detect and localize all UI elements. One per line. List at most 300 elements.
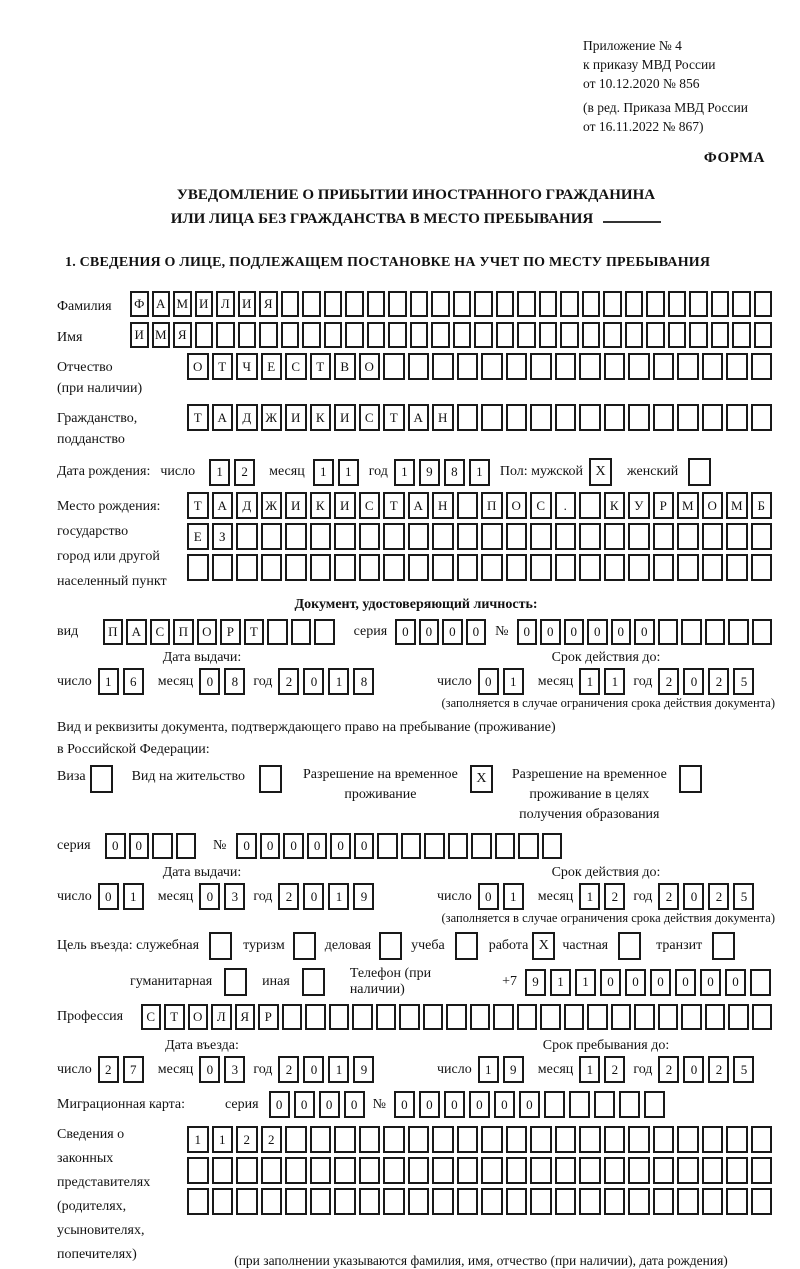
mc-series-cell[interactable]: 0 (269, 1091, 290, 1118)
mc-series-cell[interactable]: 0 (294, 1091, 315, 1118)
male-checkbox[interactable]: X (589, 458, 612, 486)
representative-cell[interactable] (481, 1157, 503, 1184)
patronymic-cell[interactable] (677, 353, 699, 380)
birthplace-cell[interactable] (236, 554, 258, 581)
profession-cell[interactable]: О (188, 1004, 209, 1030)
doc-series-cell[interactable]: 0 (466, 619, 487, 645)
profession-cell[interactable] (752, 1004, 773, 1030)
doc-series-cell[interactable]: 0 (395, 619, 416, 645)
citizenship-cell[interactable]: А (212, 404, 234, 431)
birthplace-cell[interactable]: М (726, 492, 748, 519)
representative-cell[interactable] (726, 1157, 748, 1184)
doc-number-cell[interactable] (658, 619, 679, 645)
representative-cell[interactable] (310, 1188, 332, 1215)
permit-issue-day-cell[interactable]: 1 (123, 883, 144, 910)
stay-month-cell[interactable]: 2 (604, 1056, 625, 1083)
surname-cell[interactable] (711, 291, 730, 317)
doc-type-cell[interactable]: П (173, 619, 194, 645)
patronymic-cell[interactable] (702, 353, 724, 380)
birthplace-cell[interactable] (702, 523, 724, 550)
patronymic-cell[interactable] (408, 353, 430, 380)
birthplace-cell[interactable] (383, 554, 405, 581)
surname-cell[interactable]: И (238, 291, 257, 317)
citizenship-cell[interactable] (579, 404, 601, 431)
birthplace-cell[interactable]: Д (236, 492, 258, 519)
citizenship-cell[interactable]: Т (187, 404, 209, 431)
doc-valid-month-cell[interactable]: 1 (604, 668, 625, 695)
doc-type-cell[interactable]: А (126, 619, 147, 645)
phone-cell[interactable] (750, 969, 771, 996)
patronymic-cell[interactable]: Т (310, 353, 332, 380)
surname-cell[interactable] (302, 291, 321, 317)
birthplace-cell[interactable] (261, 523, 283, 550)
representative-cell[interactable] (285, 1157, 307, 1184)
birthplace-cell[interactable]: Б (751, 492, 773, 519)
representative-cell[interactable] (383, 1126, 405, 1153)
stay-month-cell[interactable]: 1 (579, 1056, 600, 1083)
birthplace-cell[interactable] (432, 554, 454, 581)
profession-cell[interactable] (282, 1004, 303, 1030)
birthplace-cell[interactable]: И (334, 492, 356, 519)
permit-valid-year-cell[interactable]: 5 (733, 883, 754, 910)
representative-cell[interactable] (432, 1188, 454, 1215)
birthplace-cell[interactable] (677, 554, 699, 581)
patronymic-cell[interactable]: О (359, 353, 381, 380)
name-cell[interactable] (517, 322, 536, 348)
doc-number-cell[interactable]: 0 (540, 619, 561, 645)
permit-number-cell[interactable]: 0 (307, 833, 328, 859)
entry-month-cell[interactable]: 0 (199, 1056, 220, 1083)
mc-number-cell[interactable]: 0 (469, 1091, 490, 1118)
representative-cell[interactable] (604, 1126, 626, 1153)
profession-cell[interactable] (634, 1004, 655, 1030)
permit-number-cell[interactable] (377, 833, 398, 859)
entry-year-cell[interactable]: 0 (303, 1056, 324, 1083)
birthplace-cell[interactable] (653, 554, 675, 581)
birthplace-cell[interactable] (408, 523, 430, 550)
profession-cell[interactable] (305, 1004, 326, 1030)
representative-cell[interactable] (604, 1157, 626, 1184)
name-cell[interactable] (238, 322, 257, 348)
residence-permit-checkbox[interactable] (259, 765, 282, 793)
profession-cell[interactable] (587, 1004, 608, 1030)
patronymic-cell[interactable] (457, 353, 479, 380)
profession-cell[interactable] (540, 1004, 561, 1030)
representative-cell[interactable] (359, 1157, 381, 1184)
citizenship-cell[interactable]: И (334, 404, 356, 431)
entry-year-cell[interactable]: 1 (328, 1056, 349, 1083)
representative-cell[interactable] (506, 1157, 528, 1184)
name-cell[interactable] (302, 322, 321, 348)
stay-day-cell[interactable]: 9 (503, 1056, 524, 1083)
phone-cell[interactable]: 0 (625, 969, 646, 996)
birthplace-cell[interactable] (359, 523, 381, 550)
name-cell[interactable] (410, 322, 429, 348)
surname-cell[interactable]: Ф (130, 291, 149, 317)
representative-cell[interactable] (457, 1157, 479, 1184)
representative-cell[interactable] (555, 1126, 577, 1153)
surname-cell[interactable]: И (195, 291, 214, 317)
birthplace-cell[interactable]: П (481, 492, 503, 519)
birthplace-cell[interactable] (506, 523, 528, 550)
representative-cell[interactable] (432, 1157, 454, 1184)
birthplace-cell[interactable]: М (677, 492, 699, 519)
phone-cell[interactable]: 9 (525, 969, 546, 996)
birthplace-cell[interactable]: О (702, 492, 724, 519)
permit-number-cell[interactable]: 0 (260, 833, 281, 859)
patronymic-cell[interactable] (604, 353, 626, 380)
representative-cell[interactable] (481, 1188, 503, 1215)
representative-cell[interactable] (653, 1157, 675, 1184)
representative-cell[interactable] (677, 1157, 699, 1184)
birthplace-cell[interactable] (359, 554, 381, 581)
representative-cell[interactable] (653, 1188, 675, 1215)
birthplace-cell[interactable]: С (359, 492, 381, 519)
phone-cell[interactable]: 0 (700, 969, 721, 996)
name-cell[interactable] (732, 322, 751, 348)
representative-cell[interactable] (751, 1126, 773, 1153)
birthplace-cell[interactable]: А (408, 492, 430, 519)
surname-cell[interactable] (324, 291, 343, 317)
representative-cell[interactable] (481, 1126, 503, 1153)
permit-valid-year-cell[interactable]: 2 (708, 883, 729, 910)
doc-type-cell[interactable]: С (150, 619, 171, 645)
doc-number-cell[interactable]: 0 (564, 619, 585, 645)
patronymic-cell[interactable]: Т (212, 353, 234, 380)
profession-cell[interactable] (493, 1004, 514, 1030)
representative-cell[interactable] (285, 1126, 307, 1153)
profession-cell[interactable] (681, 1004, 702, 1030)
name-cell[interactable] (560, 322, 579, 348)
citizenship-cell[interactable] (530, 404, 552, 431)
name-cell[interactable] (388, 322, 407, 348)
doc-number-cell[interactable] (752, 619, 773, 645)
name-cell[interactable]: И (130, 322, 149, 348)
name-cell[interactable]: М (152, 322, 171, 348)
birthplace-cell[interactable] (579, 554, 601, 581)
name-cell[interactable] (625, 322, 644, 348)
name-cell[interactable] (711, 322, 730, 348)
representative-cell[interactable] (628, 1157, 650, 1184)
name-cell[interactable] (582, 322, 601, 348)
representative-cell[interactable] (579, 1188, 601, 1215)
doc-valid-month-cell[interactable]: 1 (579, 668, 600, 695)
citizenship-cell[interactable]: Т (383, 404, 405, 431)
private-checkbox[interactable] (618, 932, 641, 960)
birthplace-cell[interactable] (432, 523, 454, 550)
patronymic-cell[interactable]: Ч (236, 353, 258, 380)
representative-cell[interactable] (310, 1157, 332, 1184)
tourism-checkbox[interactable] (293, 932, 316, 960)
official-checkbox[interactable] (209, 932, 232, 960)
permit-number-cell[interactable] (495, 833, 516, 859)
representative-cell[interactable] (555, 1157, 577, 1184)
permit-series-cell[interactable] (176, 833, 197, 859)
doc-number-cell[interactable]: 0 (517, 619, 538, 645)
birthplace-cell[interactable] (187, 554, 209, 581)
permit-valid-month-cell[interactable]: 2 (604, 883, 625, 910)
name-cell[interactable] (345, 322, 364, 348)
representative-cell[interactable] (310, 1126, 332, 1153)
representative-cell[interactable] (408, 1188, 430, 1215)
representative-cell[interactable] (751, 1188, 773, 1215)
birthplace-cell[interactable] (702, 554, 724, 581)
permit-issue-day-cell[interactable]: 0 (98, 883, 119, 910)
birthplace-cell[interactable]: К (310, 492, 332, 519)
name-cell[interactable] (603, 322, 622, 348)
permit-series-cell[interactable] (152, 833, 173, 859)
birthplace-cell[interactable]: Т (187, 492, 209, 519)
citizenship-cell[interactable] (555, 404, 577, 431)
representative-cell[interactable] (677, 1126, 699, 1153)
representative-cell[interactable]: 1 (187, 1126, 209, 1153)
representative-cell[interactable] (506, 1188, 528, 1215)
doc-type-cell[interactable] (291, 619, 312, 645)
birthplace-cell[interactable] (408, 554, 430, 581)
birthplace-cell[interactable] (726, 554, 748, 581)
profession-cell[interactable] (564, 1004, 585, 1030)
phone-cell[interactable]: 0 (650, 969, 671, 996)
patronymic-cell[interactable] (579, 353, 601, 380)
doc-type-cell[interactable]: Р (220, 619, 241, 645)
name-cell[interactable] (646, 322, 665, 348)
surname-cell[interactable] (603, 291, 622, 317)
permit-valid-year-cell[interactable]: 2 (658, 883, 679, 910)
citizenship-cell[interactable]: А (408, 404, 430, 431)
surname-cell[interactable] (517, 291, 536, 317)
representative-cell[interactable] (530, 1157, 552, 1184)
surname-cell[interactable] (367, 291, 386, 317)
representative-cell[interactable] (726, 1188, 748, 1215)
birthplace-cell[interactable]: Ж (261, 492, 283, 519)
birthplace-cell[interactable] (604, 523, 626, 550)
birth-day-cell[interactable]: 2 (234, 459, 255, 486)
permit-issue-year-cell[interactable]: 0 (303, 883, 324, 910)
profession-cell[interactable] (446, 1004, 467, 1030)
birthplace-cell[interactable]: А (212, 492, 234, 519)
profession-cell[interactable] (517, 1004, 538, 1030)
name-cell[interactable] (324, 322, 343, 348)
surname-cell[interactable] (560, 291, 579, 317)
representative-cell[interactable] (751, 1157, 773, 1184)
citizenship-cell[interactable] (628, 404, 650, 431)
female-checkbox[interactable] (688, 458, 711, 486)
representative-cell[interactable] (334, 1126, 356, 1153)
birth-month-cell[interactable]: 1 (338, 459, 359, 486)
representative-cell[interactable] (457, 1126, 479, 1153)
representative-cell[interactable] (604, 1188, 626, 1215)
permit-number-cell[interactable] (542, 833, 563, 859)
name-cell[interactable] (539, 322, 558, 348)
name-cell[interactable] (367, 322, 386, 348)
permit-valid-month-cell[interactable]: 1 (579, 883, 600, 910)
doc-number-cell[interactable] (705, 619, 726, 645)
representative-cell[interactable] (628, 1188, 650, 1215)
birthplace-cell[interactable] (751, 554, 773, 581)
birthplace-cell[interactable]: У (628, 492, 650, 519)
doc-type-cell[interactable]: О (197, 619, 218, 645)
name-cell[interactable] (668, 322, 687, 348)
surname-cell[interactable] (754, 291, 773, 317)
permit-valid-day-cell[interactable]: 0 (478, 883, 499, 910)
permit-valid-day-cell[interactable]: 1 (503, 883, 524, 910)
doc-number-cell[interactable]: 0 (611, 619, 632, 645)
surname-cell[interactable] (646, 291, 665, 317)
name-cell[interactable] (453, 322, 472, 348)
representative-cell[interactable] (236, 1157, 258, 1184)
entry-year-cell[interactable]: 2 (278, 1056, 299, 1083)
representative-cell[interactable] (359, 1126, 381, 1153)
name-cell[interactable] (474, 322, 493, 348)
representative-cell[interactable] (261, 1157, 283, 1184)
representative-cell[interactable] (726, 1126, 748, 1153)
entry-year-cell[interactable]: 9 (353, 1056, 374, 1083)
representative-cell[interactable]: 2 (236, 1126, 258, 1153)
birthplace-cell[interactable] (481, 554, 503, 581)
birthplace-cell[interactable]: Т (383, 492, 405, 519)
permit-number-cell[interactable]: 0 (354, 833, 375, 859)
mc-number-cell[interactable] (619, 1091, 640, 1118)
birthplace-cell[interactable] (677, 523, 699, 550)
doc-type-cell[interactable]: П (103, 619, 124, 645)
permit-series-cell[interactable]: 0 (105, 833, 126, 859)
representative-cell[interactable] (408, 1157, 430, 1184)
doc-series-cell[interactable]: 0 (419, 619, 440, 645)
profession-cell[interactable] (705, 1004, 726, 1030)
surname-cell[interactable] (474, 291, 493, 317)
doc-type-cell[interactable] (314, 619, 335, 645)
entry-month-cell[interactable]: 3 (224, 1056, 245, 1083)
profession-cell[interactable] (329, 1004, 350, 1030)
entry-day-cell[interactable]: 2 (98, 1056, 119, 1083)
birthplace-cell[interactable] (285, 554, 307, 581)
name-cell[interactable] (195, 322, 214, 348)
mc-number-cell[interactable]: 0 (394, 1091, 415, 1118)
representative-cell[interactable] (555, 1188, 577, 1215)
representative-cell[interactable]: 2 (261, 1126, 283, 1153)
birthplace-cell[interactable] (579, 523, 601, 550)
representative-cell[interactable] (702, 1126, 724, 1153)
representative-cell[interactable] (702, 1157, 724, 1184)
patronymic-cell[interactable]: С (285, 353, 307, 380)
mc-number-cell[interactable] (594, 1091, 615, 1118)
representative-cell[interactable] (383, 1188, 405, 1215)
phone-cell[interactable]: 0 (725, 969, 746, 996)
patronymic-cell[interactable] (506, 353, 528, 380)
doc-valid-year-cell[interactable]: 2 (708, 668, 729, 695)
birthplace-cell[interactable] (457, 554, 479, 581)
profession-cell[interactable] (611, 1004, 632, 1030)
name-cell[interactable] (281, 322, 300, 348)
birthplace-cell[interactable] (555, 523, 577, 550)
permit-number-cell[interactable]: 0 (283, 833, 304, 859)
representative-cell[interactable] (457, 1188, 479, 1215)
permit-valid-year-cell[interactable]: 0 (683, 883, 704, 910)
birthplace-cell[interactable] (726, 523, 748, 550)
birth-year-cell[interactable]: 1 (394, 459, 415, 486)
birthplace-cell[interactable] (481, 523, 503, 550)
birth-year-cell[interactable]: 8 (444, 459, 465, 486)
representative-cell[interactable] (212, 1157, 234, 1184)
birthplace-cell[interactable] (457, 492, 479, 519)
stay-year-cell[interactable]: 0 (683, 1056, 704, 1083)
surname-cell[interactable] (668, 291, 687, 317)
citizenship-cell[interactable] (751, 404, 773, 431)
representative-cell[interactable] (383, 1157, 405, 1184)
surname-cell[interactable]: Я (259, 291, 278, 317)
birthplace-cell[interactable] (310, 523, 332, 550)
doc-number-cell[interactable]: 0 (587, 619, 608, 645)
birthplace-cell[interactable] (530, 523, 552, 550)
profession-cell[interactable]: Я (235, 1004, 256, 1030)
citizenship-cell[interactable]: С (359, 404, 381, 431)
birthplace-cell[interactable] (285, 523, 307, 550)
patronymic-cell[interactable] (432, 353, 454, 380)
profession-cell[interactable] (470, 1004, 491, 1030)
representative-cell[interactable] (530, 1188, 552, 1215)
mc-series-cell[interactable]: 0 (319, 1091, 340, 1118)
visa-checkbox[interactable] (90, 765, 113, 793)
birthplace-cell[interactable]: С (530, 492, 552, 519)
birth-month-cell[interactable]: 1 (313, 459, 334, 486)
stay-year-cell[interactable]: 5 (733, 1056, 754, 1083)
patronymic-cell[interactable]: В (334, 353, 356, 380)
phone-cell[interactable]: 0 (600, 969, 621, 996)
permit-issue-year-cell[interactable]: 9 (353, 883, 374, 910)
profession-cell[interactable]: Р (258, 1004, 279, 1030)
patronymic-cell[interactable] (383, 353, 405, 380)
study-checkbox[interactable] (455, 932, 478, 960)
doc-valid-day-cell[interactable]: 1 (503, 668, 524, 695)
profession-cell[interactable] (376, 1004, 397, 1030)
permit-number-cell[interactable] (471, 833, 492, 859)
mc-number-cell[interactable] (644, 1091, 665, 1118)
name-cell[interactable]: Я (173, 322, 192, 348)
mc-number-cell[interactable] (544, 1091, 565, 1118)
birthplace-cell[interactable] (212, 554, 234, 581)
doc-valid-year-cell[interactable]: 5 (733, 668, 754, 695)
entry-day-cell[interactable]: 7 (123, 1056, 144, 1083)
doc-series-cell[interactable]: 0 (442, 619, 463, 645)
representative-cell[interactable] (677, 1188, 699, 1215)
doc-issue-year-cell[interactable]: 0 (303, 668, 324, 695)
permit-issue-year-cell[interactable]: 1 (328, 883, 349, 910)
work-checkbox[interactable]: X (532, 932, 555, 960)
permit-number-cell[interactable]: 0 (236, 833, 257, 859)
birthplace-cell[interactable]: Е (187, 523, 209, 550)
profession-cell[interactable] (658, 1004, 679, 1030)
citizenship-cell[interactable] (726, 404, 748, 431)
transit-checkbox[interactable] (712, 932, 735, 960)
birthplace-cell[interactable] (506, 554, 528, 581)
patronymic-cell[interactable]: Е (261, 353, 283, 380)
surname-cell[interactable] (496, 291, 515, 317)
birthplace-cell[interactable]: З (212, 523, 234, 550)
permit-number-cell[interactable]: 0 (330, 833, 351, 859)
other-purpose-checkbox[interactable] (302, 968, 325, 996)
doc-valid-year-cell[interactable]: 2 (658, 668, 679, 695)
phone-cell[interactable]: 1 (575, 969, 596, 996)
stay-day-cell[interactable]: 1 (478, 1056, 499, 1083)
mc-number-cell[interactable] (569, 1091, 590, 1118)
permit-number-cell[interactable] (424, 833, 445, 859)
name-cell[interactable] (259, 322, 278, 348)
citizenship-cell[interactable] (653, 404, 675, 431)
surname-cell[interactable] (625, 291, 644, 317)
birthplace-cell[interactable] (530, 554, 552, 581)
birthplace-cell[interactable] (604, 554, 626, 581)
citizenship-cell[interactable] (506, 404, 528, 431)
